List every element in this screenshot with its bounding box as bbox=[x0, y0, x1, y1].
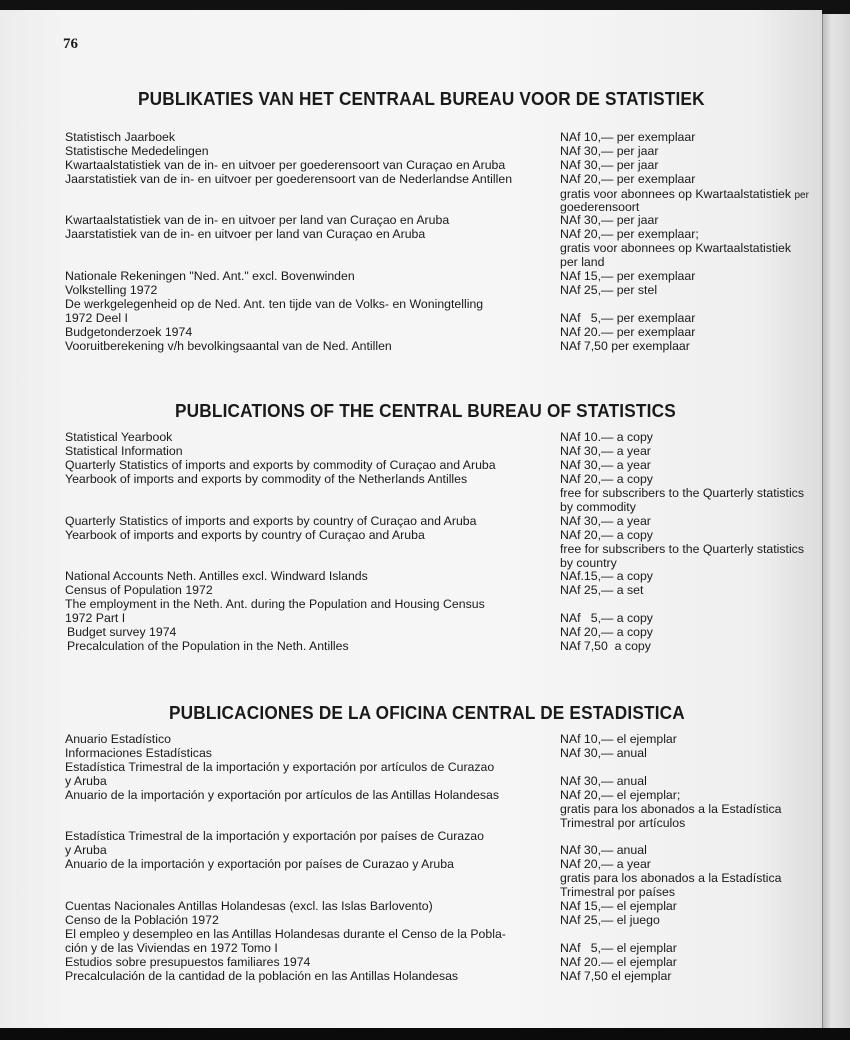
list-item: National Accounts Neth. Antilles excl. Windward Islands bbox=[65, 569, 368, 583]
list-item: Vooruitberekening v/h bevolkingsaantal van de Ned. Antillen bbox=[65, 339, 392, 353]
price: NAf 5,— a copy bbox=[560, 611, 653, 625]
list-item: Informaciones Estadísticas bbox=[65, 746, 212, 760]
list-item: Yearbook of imports and exports by commodity of the Netherlands Antilles bbox=[65, 472, 468, 486]
list-item: Anuario de la importación y exportación por países de Curazao y Aruba bbox=[65, 857, 454, 871]
list-item: Estadística Trimestral de la importación y exportación por artículos de Curazao bbox=[65, 760, 495, 774]
list-item: Estudios sobre presupuestos familiares 1974 bbox=[65, 955, 311, 969]
price-note-text: per bbox=[794, 190, 809, 201]
list-item: Quarterly Statistics of imports and exports by commodity of Curaçao and Aruba bbox=[65, 458, 496, 472]
adjacent-page-edge bbox=[822, 14, 850, 1028]
price: NAf 10,— el ejemplar bbox=[560, 732, 677, 746]
price: NAf 30,— a year bbox=[560, 444, 651, 458]
price-note: by commodity bbox=[560, 500, 636, 514]
price: NAf 15,— el ejemplar bbox=[560, 899, 677, 913]
price: NAf 15,— per exemplaar bbox=[560, 269, 696, 283]
price: NAf 30,— a year bbox=[560, 514, 651, 528]
price: NAf 7,50 per exemplaar bbox=[560, 339, 690, 353]
price: NAf 25,— a set bbox=[560, 583, 644, 597]
list-item: Anuario de la importación y exportación por artículos de las Antillas Holandesas bbox=[65, 788, 500, 802]
section-title-english: PUBLICATIONS OF THE CENTRAL BUREAU OF STATISTICS bbox=[175, 400, 676, 421]
list-item: El empleo y desempleo en las Antillas Holandesas durante el Censo de la Pobla- bbox=[65, 927, 506, 941]
list-item: Budgetonderzoek 1974 bbox=[65, 325, 193, 339]
list-item: Precalculación de la cantidad de la población en las Antillas Holandesas bbox=[65, 969, 459, 983]
price: NAf 30,— per jaar bbox=[560, 213, 659, 227]
list-item: Statistical Yearbook bbox=[65, 430, 173, 444]
price-note: goederensoort bbox=[560, 200, 640, 214]
list-item: Volkstelling 1972 bbox=[65, 283, 158, 297]
price: NAf 25,— per stel bbox=[560, 283, 658, 297]
list-item: Estadística Trimestral de la importación y exportación por países de Curazao bbox=[65, 829, 484, 843]
list-item: The employment in the Neth. Ant. during the Population and Housing Census bbox=[65, 597, 485, 611]
price-note: per land bbox=[560, 255, 605, 269]
list-item: Jaarstatistiek van de in- en uitvoer per land van Curaçao en Aruba bbox=[65, 227, 426, 241]
price: NAf 20,— a copy bbox=[560, 625, 653, 639]
price: NAf 20,— a copy bbox=[560, 528, 653, 542]
list-item: Nationale Rekeningen "Ned. Ant." excl. Bovenwinden bbox=[65, 269, 355, 283]
price-note: gratis para los abonados a la Estadística bbox=[560, 802, 782, 816]
list-item: ción y de las Viviendas en 1972 Tomo I bbox=[65, 941, 278, 955]
price: NAf 20.— per exemplaar bbox=[560, 325, 696, 339]
list-item: Kwartaalstatistiek van de in- en uitvoer per land van Curaçao en Aruba bbox=[65, 213, 450, 227]
price: NAf 30,— anual bbox=[560, 774, 647, 788]
price-note: Trimestral por países bbox=[560, 885, 676, 899]
price-note: gratis voor abonnees op Kwartaalstatistiek bbox=[560, 241, 792, 255]
price: NAf 20,— a year bbox=[560, 857, 651, 871]
price-note: free for subscribers to the Quarterly statistics bbox=[560, 486, 804, 500]
list-item: Anuario Estadístico bbox=[65, 732, 171, 746]
list-item: Statistical Information bbox=[65, 444, 183, 458]
price: NAf 7,50 a copy bbox=[560, 639, 651, 653]
list-item: 1972 Deel I bbox=[65, 311, 128, 325]
list-item: Census of Population 1972 bbox=[65, 583, 213, 597]
list-item: Kwartaalstatistiek van de in- en uitvoer per goederensoort van Curaçao en Aruba bbox=[65, 158, 506, 172]
list-item: y Aruba bbox=[65, 843, 107, 857]
list-item: Jaarstatistiek van de in- en uitvoer per goederensoort van de Nederlandse Antillen bbox=[65, 172, 513, 186]
price: NAf.15,— a copy bbox=[560, 569, 653, 583]
list-item: Precalculation of the Population in the Neth. Antilles bbox=[67, 639, 349, 653]
list-item: De werkgelegenheid op de Ned. Ant. ten tijde van de Volks- en Woningtelling bbox=[65, 297, 484, 311]
section-title-spanish: PUBLICACIONES DE LA OFICINA CENTRAL DE ESTADISTICA bbox=[169, 702, 685, 723]
price: NAf 30,— anual bbox=[560, 843, 647, 857]
section-title-dutch: PUBLIKATIES VAN HET CENTRAAL BUREAU VOOR DE STATISTIEK bbox=[138, 88, 705, 109]
price-note: Trimestral por artículos bbox=[560, 816, 686, 830]
scan-border bbox=[0, 1028, 850, 1040]
price: NAf 25,— el juego bbox=[560, 913, 660, 927]
list-item: Statistisch Jaarboek bbox=[65, 130, 176, 144]
price: NAf 30,— anual bbox=[560, 746, 647, 760]
price: NAf 5,— el ejemplar bbox=[560, 941, 677, 955]
page-number: 76 bbox=[63, 36, 78, 52]
price: NAf 20.— el ejemplar bbox=[560, 955, 677, 969]
list-item: Yearbook of imports and exports by country of Curaçao and Aruba bbox=[65, 528, 425, 542]
price-note: free for subscribers to the Quarterly statistics bbox=[560, 542, 804, 556]
price: NAf 10.— a copy bbox=[560, 430, 653, 444]
list-item: y Aruba bbox=[65, 774, 107, 788]
price: NAf 20,— a copy bbox=[560, 472, 653, 486]
price: NAf 30,— per jaar bbox=[560, 158, 659, 172]
list-item: Budget survey 1974 bbox=[67, 625, 177, 639]
price: NAf 10,— per exemplaar bbox=[560, 130, 696, 144]
price: NAf 20,— per exemplaar bbox=[560, 172, 696, 186]
price-note: gratis para los abonados a la Estadística bbox=[560, 871, 782, 885]
list-item: Statistische Mededelingen bbox=[65, 144, 209, 158]
list-item: Quarterly Statistics of imports and exports by country of Curaçao and Aruba bbox=[65, 514, 477, 528]
price: NAf 30,— per jaar bbox=[560, 144, 659, 158]
list-item: Censo de la Población 1972 bbox=[65, 913, 219, 927]
price: NAf 30,— a year bbox=[560, 458, 651, 472]
price-note: by country bbox=[560, 556, 617, 570]
price: NAf 5,— per exemplaar bbox=[560, 311, 696, 325]
price: NAf 20,— per exemplaar; bbox=[560, 227, 699, 241]
price: NAf 20,— el ejemplar; bbox=[560, 788, 681, 802]
list-item: Cuentas Nacionales Antillas Holandesas (excl. las Islas Barlovento) bbox=[65, 899, 433, 913]
list-item: 1972 Part I bbox=[65, 611, 126, 625]
price-note-text: gratis voor abonnees op Kwartaalstatistiek bbox=[560, 187, 792, 201]
price: NAf 7,50 el ejemplar bbox=[560, 969, 672, 983]
